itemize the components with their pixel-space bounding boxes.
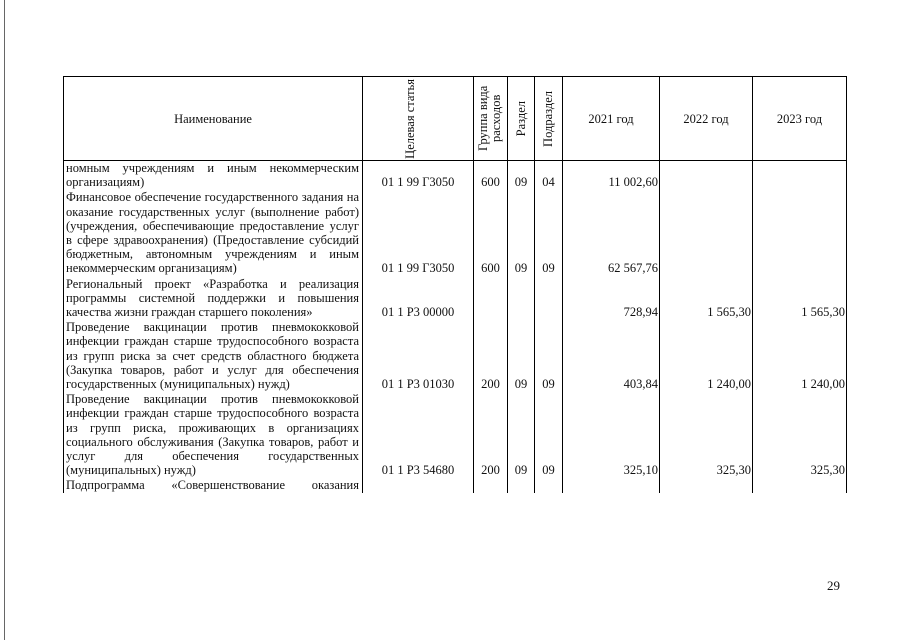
scan-edge-line: [4, 0, 5, 640]
row-2023: 1 240,00: [753, 320, 847, 392]
header-subsection: Подраздел: [535, 77, 563, 161]
row-section: 09: [508, 392, 535, 478]
row-group: 600: [474, 161, 508, 191]
page-number: 29: [827, 578, 840, 593]
row-2023: [753, 190, 847, 276]
row-section: [508, 277, 535, 321]
header-2021: 2021 год: [563, 77, 660, 161]
row-2021: [563, 478, 660, 492]
row-section: 09: [508, 161, 535, 191]
header-target: Целевая статья: [363, 77, 474, 161]
row-section: 09: [508, 320, 535, 392]
table-row: [64, 392, 847, 478]
row-section: 09: [508, 190, 535, 276]
table-header-row: [64, 77, 847, 161]
row-2022: 1 240,00: [660, 320, 753, 392]
row-name: Подпрограмма «Совершенствование оказания: [64, 478, 363, 492]
row-target: 01 1 99 Г3050: [363, 190, 474, 276]
row-2021: 728,94: [563, 277, 660, 321]
header-expense-group: Группа вида расходов: [474, 77, 508, 161]
header-name: Наименование: [64, 77, 363, 161]
table-row: [64, 161, 847, 191]
row-2022: [660, 478, 753, 492]
row-target: 01 1 99 Г3050: [363, 161, 474, 191]
row-subsection: [535, 277, 563, 321]
row-name: Проведение вакцинации против пневмококковой инфекции граждан старше трудоспособного возраста из групп риска, проживающих в организациях социального обслуживания (Закупка товаров, работ и услуг для обеспечения государственных (муниципальных) нужд): [64, 392, 363, 478]
row-2023: [753, 161, 847, 191]
row-2022: [660, 190, 753, 276]
row-2021: 62 567,76: [563, 190, 660, 276]
row-group: 200: [474, 320, 508, 392]
row-group: [474, 277, 508, 321]
row-subsection: 09: [535, 320, 563, 392]
row-subsection: 09: [535, 392, 563, 478]
row-group: 200: [474, 392, 508, 478]
budget-table: [63, 76, 847, 493]
row-target: 01 1 P3 00000: [363, 277, 474, 321]
table-row: [64, 277, 847, 321]
row-name: номным учреждениям и иным некоммерческим организациям): [64, 161, 363, 191]
row-subsection: [535, 478, 563, 492]
row-name: Проведение вакцинации против пневмококковой инфекции граждан старше трудоспособного возраста из групп риска за счет средств областного бюджета (Закупка товаров, работ и услуг для обеспечения государственных (муниципальных) нужд): [64, 320, 363, 392]
row-name: Региональный проект «Разработка и реализация программы системной поддержки и повышения качества жизни граждан старшего поколения»: [64, 277, 363, 321]
row-2021: 11 002,60: [563, 161, 660, 191]
row-2022: 1 565,30: [660, 277, 753, 321]
row-group: 600: [474, 190, 508, 276]
row-2022: [660, 161, 753, 191]
table-row: [64, 320, 847, 392]
header-section: Раздел: [508, 77, 535, 161]
header-2023: 2023 год: [753, 77, 847, 161]
table-row: [64, 478, 847, 492]
row-subsection: 04: [535, 161, 563, 191]
header-2022: 2022 год: [660, 77, 753, 161]
row-2021: 325,10: [563, 392, 660, 478]
row-section: [508, 478, 535, 492]
row-name: Финансовое обеспечение государственного задания на оказание государственных услуг (выполнение работ) (учреждения, обеспечивающие предоставление услуг в сфере здравоохранения) (Предоставление субсидий бюджетным, автономным учреждениям и иным некоммерческим организациям): [64, 190, 363, 276]
table-row: [64, 190, 847, 276]
row-group: [474, 478, 508, 492]
row-target: [363, 478, 474, 492]
row-target: 01 1 P3 54680: [363, 392, 474, 478]
row-subsection: 09: [535, 190, 563, 276]
row-2023: 1 565,30: [753, 277, 847, 321]
row-2023: [753, 478, 847, 492]
row-2023: 325,30: [753, 392, 847, 478]
row-target: 01 1 P3 01030: [363, 320, 474, 392]
row-2021: 403,84: [563, 320, 660, 392]
row-2022: 325,30: [660, 392, 753, 478]
